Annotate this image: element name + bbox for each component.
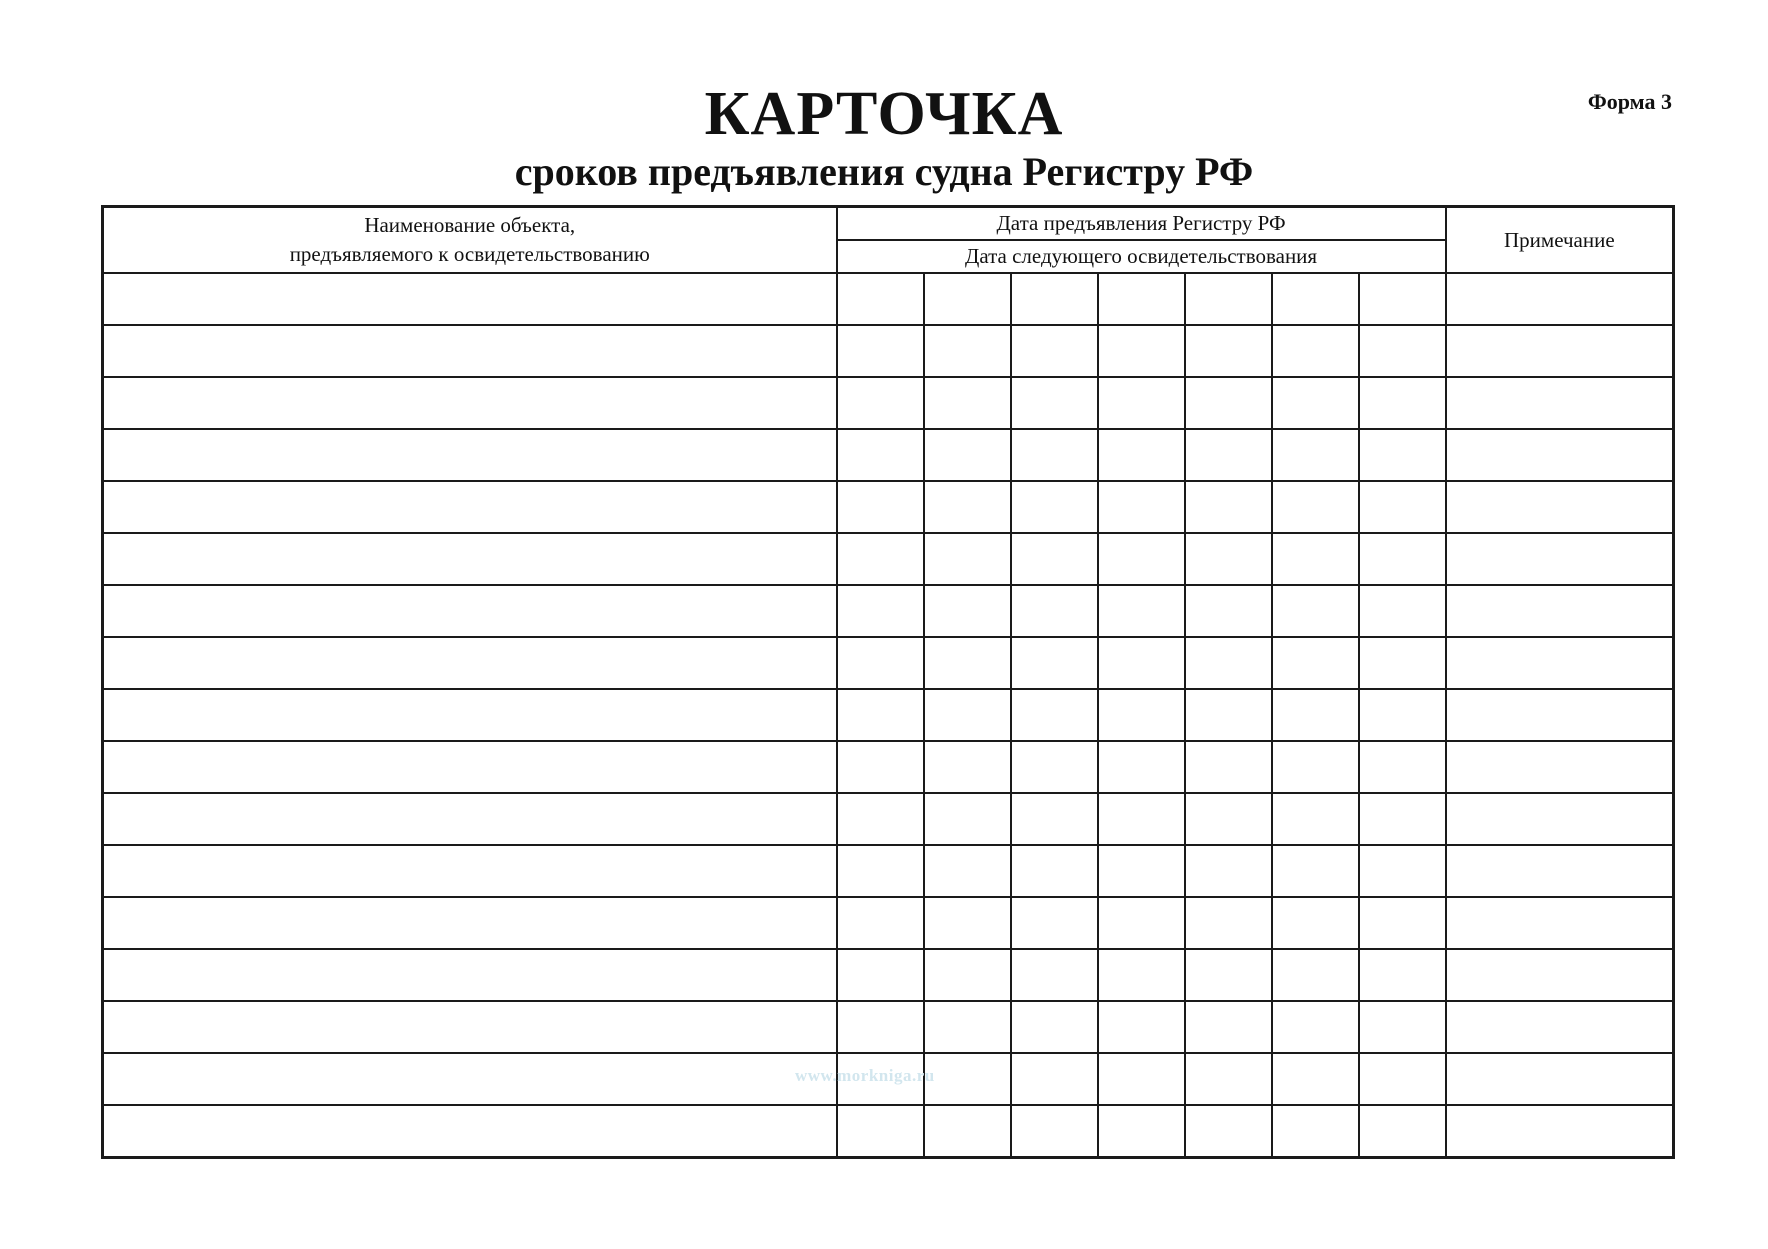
date-cell[interactable] [837,689,924,741]
page-title: КАРТОЧКА [704,80,1064,148]
note-cell[interactable] [1446,741,1674,793]
note-cell[interactable] [1446,481,1674,533]
date-cell[interactable] [837,273,924,325]
date-next-survey-header: Дата следующего освидетельствования [837,240,1446,273]
table-row [103,585,1674,637]
date-cell[interactable] [924,429,1011,481]
date-cell[interactable] [837,377,924,429]
date-cell[interactable] [837,637,924,689]
date-cell[interactable] [1359,1001,1446,1053]
date-cell[interactable] [1359,637,1446,689]
table-row [103,1001,1674,1053]
date-cell[interactable] [1098,1053,1185,1105]
date-cell[interactable] [1098,845,1185,897]
date-cell[interactable] [1359,741,1446,793]
table-row [103,793,1674,845]
date-cell[interactable] [1359,793,1446,845]
object-name-cell[interactable] [103,1053,837,1105]
date-cell[interactable] [1359,533,1446,585]
table-row [103,273,1674,325]
date-cell[interactable] [924,689,1011,741]
date-cell[interactable] [1185,533,1272,585]
date-cell[interactable] [1185,585,1272,637]
header-row-1 [103,207,1674,241]
date-cell[interactable] [1011,1001,1098,1053]
object-name-cell[interactable] [103,637,837,689]
object-name-cell[interactable] [103,325,837,377]
date-cell[interactable] [924,325,1011,377]
date-cell[interactable] [1359,273,1446,325]
date-cell[interactable] [924,377,1011,429]
note-cell[interactable] [1446,793,1674,845]
date-cell[interactable] [1098,1001,1185,1053]
date-cell[interactable] [1272,897,1359,949]
date-cell[interactable] [1272,585,1359,637]
table-row [103,1105,1674,1158]
date-cell[interactable] [1359,585,1446,637]
date-cell[interactable] [1011,481,1098,533]
date-cell[interactable] [1011,949,1098,1001]
table-row [103,689,1674,741]
object-name-header-line1: Наименование объекта, [364,213,576,237]
date-cell[interactable] [924,897,1011,949]
date-cell[interactable] [1185,273,1272,325]
date-cell[interactable] [1011,689,1098,741]
date-cell[interactable] [1272,481,1359,533]
date-cell[interactable] [1098,637,1185,689]
date-cell[interactable] [1272,273,1359,325]
date-cell[interactable] [924,637,1011,689]
date-cell[interactable] [1098,377,1185,429]
date-cell[interactable] [1185,949,1272,1001]
date-cell[interactable] [1098,325,1185,377]
object-name-cell[interactable] [103,741,837,793]
table-row [103,377,1674,429]
date-cell[interactable] [924,845,1011,897]
object-name-cell[interactable] [103,793,837,845]
object-name-cell[interactable] [103,1105,837,1158]
date-cell[interactable] [1272,689,1359,741]
object-name-cell[interactable] [103,481,837,533]
note-cell[interactable] [1446,637,1674,689]
date-cell[interactable] [837,741,924,793]
note-header: Примечание [1446,207,1674,274]
date-cell[interactable] [1185,377,1272,429]
date-cell[interactable] [1272,845,1359,897]
table-row [103,481,1674,533]
table-row [103,949,1674,1001]
note-cell[interactable] [1446,429,1674,481]
date-cell[interactable] [1185,429,1272,481]
date-cell[interactable] [1272,949,1359,1001]
note-cell[interactable] [1446,1001,1674,1053]
date-cell[interactable] [1359,429,1446,481]
table-row [103,637,1674,689]
survey-schedule-table [101,205,1675,1159]
date-cell[interactable] [924,1105,1011,1158]
date-cell[interactable] [924,533,1011,585]
date-cell[interactable] [1185,481,1272,533]
date-cell[interactable] [1359,689,1446,741]
object-name-cell[interactable] [103,429,837,481]
date-cell[interactable] [1272,1001,1359,1053]
date-cell[interactable] [1098,533,1185,585]
date-cell[interactable] [1098,273,1185,325]
date-cell[interactable] [1272,637,1359,689]
object-name-cell[interactable] [103,273,837,325]
date-cell[interactable] [924,741,1011,793]
table-row [103,741,1674,793]
date-cell[interactable] [1185,1001,1272,1053]
date-cell[interactable] [1272,377,1359,429]
date-cell[interactable] [924,949,1011,1001]
date-cell[interactable] [1185,741,1272,793]
date-cell[interactable] [1098,585,1185,637]
date-cell[interactable] [1011,273,1098,325]
date-cell[interactable] [1185,325,1272,377]
date-cell[interactable] [837,1105,924,1158]
date-cell[interactable] [1359,1105,1446,1158]
table-row [103,429,1674,481]
date-cell[interactable] [837,897,924,949]
date-cell[interactable] [1011,325,1098,377]
date-cell[interactable] [1185,1105,1272,1158]
date-cell[interactable] [1011,429,1098,481]
note-cell[interactable] [1446,949,1674,1001]
table-row [103,897,1674,949]
date-cell[interactable] [1272,1053,1359,1105]
date-cell[interactable] [924,585,1011,637]
date-cell[interactable] [1272,793,1359,845]
page-subtitle: сроков предъявления судна Регистру РФ [514,149,1254,194]
date-cell[interactable] [837,429,924,481]
table-row [103,325,1674,377]
date-presentation-header: Дата предъявления Регистру РФ [837,207,1446,241]
date-cell[interactable] [1098,481,1185,533]
date-cell[interactable] [837,1001,924,1053]
date-cell[interactable] [1359,845,1446,897]
date-cell[interactable] [837,793,924,845]
object-name-cell[interactable] [103,377,837,429]
form-number: Форма 3 [1587,89,1672,114]
note-cell[interactable] [1446,377,1674,429]
date-cell[interactable] [1185,897,1272,949]
date-cell[interactable] [1098,793,1185,845]
object-name-cell[interactable] [103,585,837,637]
date-cell[interactable] [1011,637,1098,689]
date-cell[interactable] [1098,689,1185,741]
date-cell[interactable] [1185,845,1272,897]
date-cell[interactable] [1011,377,1098,429]
date-cell[interactable] [1359,897,1446,949]
date-cell[interactable] [924,273,1011,325]
date-cell[interactable] [1185,793,1272,845]
date-cell[interactable] [1272,429,1359,481]
date-cell[interactable] [1011,585,1098,637]
object-name-cell[interactable] [103,949,837,1001]
date-cell[interactable] [1011,533,1098,585]
object-name-cell[interactable] [103,845,837,897]
date-cell[interactable] [1185,1053,1272,1105]
date-cell[interactable] [1098,1105,1185,1158]
date-cell[interactable] [837,949,924,1001]
note-cell[interactable] [1446,533,1674,585]
date-cell[interactable] [1272,741,1359,793]
date-cell[interactable] [1359,377,1446,429]
date-cell[interactable] [1185,689,1272,741]
date-cell[interactable] [1011,793,1098,845]
watermark: www.morkniga.ru [795,1066,935,1085]
date-cell[interactable] [837,585,924,637]
date-cell[interactable] [837,533,924,585]
date-cell[interactable] [1359,949,1446,1001]
date-cell[interactable] [1185,637,1272,689]
note-cell[interactable] [1446,325,1674,377]
date-cell[interactable] [837,325,924,377]
date-cell[interactable] [1359,325,1446,377]
object-name-cell[interactable] [103,897,837,949]
date-cell[interactable] [1011,1105,1098,1158]
object-name-header-line2: предъявляемого к освидетельствованию [289,242,650,266]
table-row [103,533,1674,585]
date-cell[interactable] [924,1001,1011,1053]
note-cell[interactable] [1446,1105,1674,1158]
table-row [103,845,1674,897]
object-name-cell[interactable] [103,533,837,585]
object-name-cell[interactable] [103,689,837,741]
date-cell[interactable] [1098,429,1185,481]
date-cell[interactable] [1011,1053,1098,1105]
note-cell[interactable] [1446,689,1674,741]
date-cell[interactable] [1272,533,1359,585]
note-cell[interactable] [1446,585,1674,637]
date-cell[interactable] [837,845,924,897]
date-cell[interactable] [1098,949,1185,1001]
date-cell[interactable] [924,1053,1011,1105]
note-cell[interactable] [1446,897,1674,949]
date-cell[interactable] [1011,845,1098,897]
date-cell[interactable] [1272,325,1359,377]
date-cell[interactable] [837,481,924,533]
date-cell[interactable] [1359,481,1446,533]
date-cell[interactable] [1011,897,1098,949]
date-cell[interactable] [1098,897,1185,949]
object-name-cell[interactable] [103,1001,837,1053]
date-cell[interactable] [1098,741,1185,793]
note-cell[interactable] [1446,845,1674,897]
date-cell[interactable] [924,481,1011,533]
note-cell[interactable] [1446,273,1674,325]
date-cell[interactable] [1011,741,1098,793]
date-cell[interactable] [1359,1053,1446,1105]
note-cell[interactable] [1446,1053,1674,1105]
object-name-header [103,207,837,274]
date-cell[interactable] [1272,1105,1359,1158]
date-cell[interactable] [924,793,1011,845]
